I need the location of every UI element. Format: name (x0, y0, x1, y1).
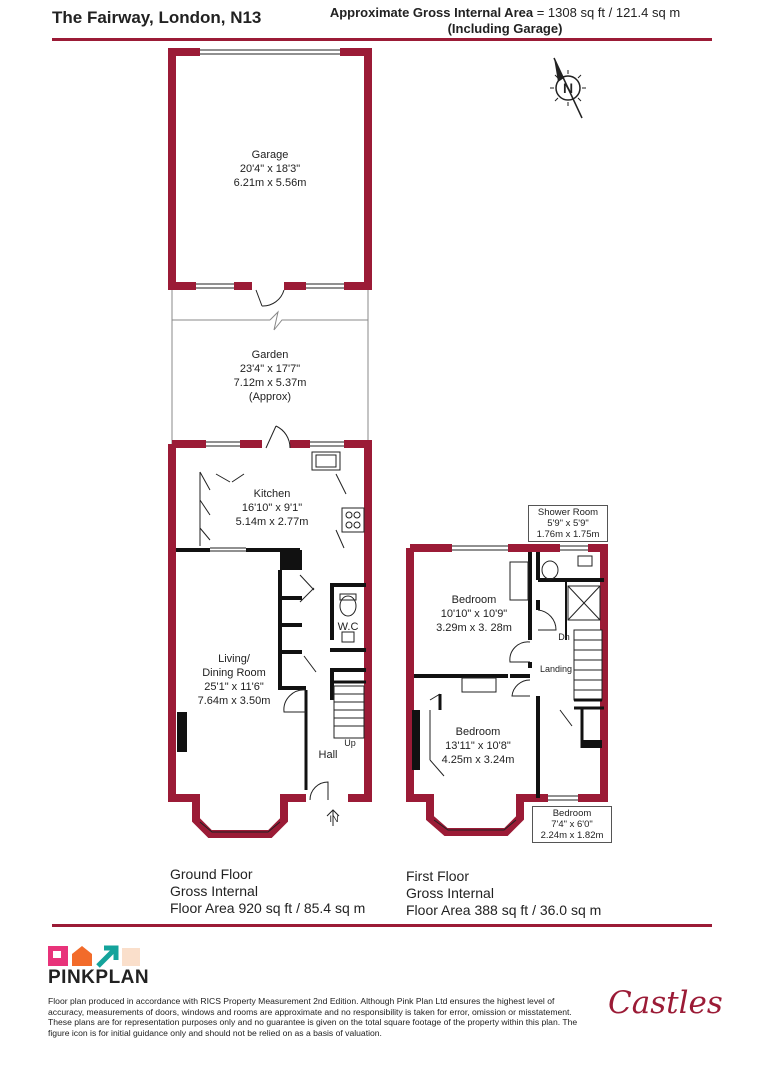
first-floor-area: Floor Area 388 sq ft / 36.0 sq m (406, 902, 602, 918)
kitchen-imperial: 16'10" x 9'1" (241, 502, 303, 514)
living-imperial: 25'1" x 11'6" (204, 681, 264, 693)
bedroom1-metric: 3.29m x 3. 28m (436, 622, 512, 634)
garden-metric: 7.12m x 5.37m (233, 377, 307, 389)
shower-imperial: 5'9" x 5'9" (547, 518, 589, 529)
wc-name: W.C (337, 621, 359, 633)
garden-name: Garden (251, 349, 289, 361)
kitchen-name: Kitchen (253, 488, 291, 500)
first-floor-subtitle: Gross Internal (406, 885, 494, 901)
living-metric: 7.64m x 3.50m (197, 695, 271, 707)
pinkplan-brand: PINKPLAN (48, 967, 150, 988)
garage-metric: 6.21m x 5.56m (233, 177, 307, 189)
first-floor-title: First Floor (406, 868, 469, 884)
area-value: = 1308 sq ft / 121.4 sq m (533, 5, 681, 20)
castles-logo: Castles (608, 985, 723, 1021)
compass-label: N (562, 80, 574, 96)
in-label: IN (329, 814, 339, 824)
first-floor-summary (406, 868, 601, 919)
ground-floor-title: Ground Floor (170, 866, 253, 882)
bedroom1-name: Bedroom (451, 594, 497, 606)
bedroom3-metric: 2.24m x 1.82m (540, 830, 604, 841)
dn-label: Dn (558, 632, 570, 642)
footer-divider (52, 924, 712, 927)
bedroom3-label (532, 806, 612, 843)
garage-name: Garage (251, 149, 289, 161)
garden-imperial: 23'4" x 17'7" (239, 363, 301, 375)
shower-room-label (528, 505, 608, 542)
area-note: (Including Garage) (447, 21, 563, 36)
landing-name: Landing (539, 664, 573, 674)
garden-note: (Approx) (248, 391, 292, 403)
room-labels (198, 149, 572, 824)
compass-icon (550, 58, 586, 118)
bedroom3-name: Bedroom (552, 808, 592, 819)
area-title: Approximate Gross Internal Area (329, 5, 534, 20)
pinkplan-logo-icon (48, 944, 158, 968)
shower-name: Shower Room (537, 507, 599, 518)
bedroom1-imperial: 10'10" x 10'9" (440, 608, 508, 620)
up-label: Up (344, 738, 356, 748)
bedroom2-name: Bedroom (455, 726, 501, 738)
bedroom3-imperial: 7'4" x 6'0" (551, 819, 593, 830)
ground-floor-area: Floor Area 920 sq ft / 85.4 sq m (170, 900, 366, 916)
garage-imperial: 20'4" x 18'3" (239, 163, 301, 175)
address-title: The Fairway, London, N13 (52, 8, 262, 27)
ground-floor-summary (170, 866, 365, 917)
ground-floor-subtitle: Gross Internal (170, 883, 258, 899)
disclaimer-text: Floor plan produced in accordance with RICS Property Measurement 2nd Edition. Although Pink Plan Ltd ensures the highest level of accuracy, measurements of doors, windows and rooms are approximate and no responsibility is taken for error, omission or misstatement. These plans are for representation purposes only and no guarantee is given on the total square footage of the property within this plan. The figure icon is for initial guidance only and should not be relied on as a basis of valuation. (48, 996, 578, 1038)
bedroom2-imperial: 13'11" x 10'8" (445, 740, 511, 752)
living-name-2: Dining Room (202, 667, 266, 679)
shower-metric: 1.76m x 1.75m (536, 529, 600, 540)
hall-name: Hall (318, 749, 338, 761)
living-name-1: Living/ (218, 653, 250, 665)
kitchen-metric: 5.14m x 2.77m (235, 516, 309, 528)
bedroom2-metric: 4.25m x 3.24m (441, 754, 515, 766)
